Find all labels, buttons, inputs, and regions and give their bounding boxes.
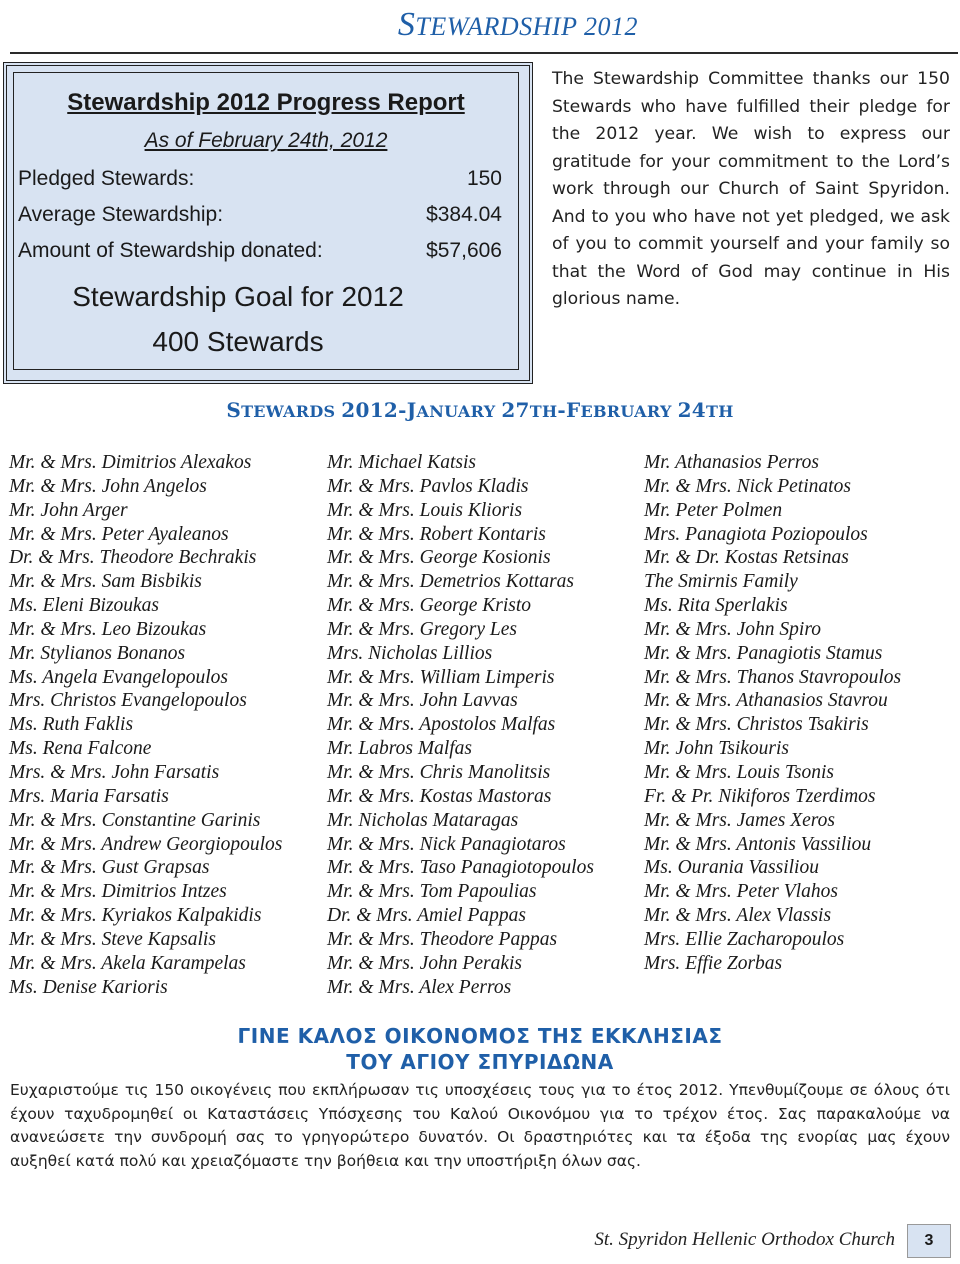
steward-name: The Smirnis Family — [644, 571, 798, 593]
steward-name: Mr. & Mrs. Constantine Garinis — [9, 809, 261, 831]
steward-name: Mr. & Mrs. Antonis Vassiliou — [644, 833, 872, 855]
steward-name: Mr. & Mrs. Kostas Mastoras — [327, 785, 552, 807]
steward-name: Mr. & Mrs. Kyriakos Kalpakidis — [9, 905, 262, 927]
goal-value: 400 Stewards — [152, 326, 324, 357]
report-row-value: $384.04 — [426, 203, 502, 226]
steward-name: Mr. & Mrs. Peter Ayaleanos — [9, 523, 229, 545]
heading-part: TH — [706, 402, 734, 421]
steward-name: Mrs. Effie Zorbas — [644, 952, 783, 974]
steward-name: Mr. & Mrs. Gregory Les — [327, 618, 517, 640]
progress-report-box — [3, 62, 533, 384]
steward-name: Mr. & Mrs. James Xeros — [644, 809, 836, 831]
steward-name: Mrs. Christos Evangelopoulos — [9, 690, 247, 712]
greek-title-line-1: ΓΙΝΕ ΚΑΛΟΣ ΟΙΚΟΝΟΜΟΣ ΤΗΣ ΕΚΚΛΗΣΙΑΣ — [237, 1024, 723, 1048]
steward-name: Mr. & Mrs. Andrew Georgiopoulos — [9, 833, 283, 855]
page-header-title — [398, 6, 638, 44]
page-number-badge: 3 — [907, 1224, 951, 1258]
steward-name: Mr. & Mrs. Chris Manolitsis — [327, 761, 551, 783]
stewards-column-1 — [9, 451, 282, 999]
steward-name: Mr. & Mrs. Leo Bizoukas — [9, 618, 207, 640]
steward-name: Mr. & Mrs. Dimitrios Intzes — [9, 881, 227, 903]
steward-name: Mrs. Nicholas Lillios — [327, 642, 493, 664]
greek-title-line-2: ΤΟΥ ΑΓΙΟΥ ΣΠΥΡΙΔΩΝΑ — [346, 1050, 614, 1074]
steward-name: Mr. & Mrs. Panagiotis Stamus — [644, 642, 883, 664]
steward-name: Ms. Rena Falcone — [9, 738, 152, 760]
steward-name: Mr. & Mrs. Gust Grapsas — [9, 857, 210, 879]
heading-part: EBRUARY — [580, 402, 678, 421]
report-row-value: $57,606 — [426, 239, 502, 262]
steward-name: Mr. & Mrs. Alex Vlassis — [644, 905, 832, 927]
steward-name: Mr. & Mrs. Louis Tsonis — [644, 761, 835, 783]
steward-name: Dr. & Mrs. Theodore Bechrakis — [9, 547, 257, 569]
heading-part: -F — [557, 398, 581, 422]
steward-name: Mr. & Mrs. Theodore Pappas — [327, 928, 558, 950]
progress-report-inner — [13, 72, 519, 370]
steward-name: Mr. & Mrs. John Lavvas — [327, 690, 518, 712]
steward-name: Mr. & Mrs. Robert Kontaris — [327, 523, 546, 545]
steward-name: Mr. & Mrs. John Perakis — [327, 952, 522, 974]
steward-name: Mr. & Mrs. William Limperis — [327, 666, 555, 688]
steward-name: Mr. John Arger — [9, 499, 128, 521]
steward-name: Mr. & Mrs. Akela Karampelas — [9, 952, 246, 974]
heading-part: TEWARDS — [241, 402, 342, 421]
steward-name: Mr. & Mrs. Peter Vlahos — [644, 881, 838, 903]
report-row-label: Amount of Stewardship donated: — [18, 239, 323, 262]
steward-name: Mr. & Mrs. Athanasios Stavrou — [644, 690, 888, 712]
steward-name: Mr. & Mrs. Demetrios Kottaras — [327, 571, 575, 593]
steward-name: Mr. & Mrs. Alex Perros — [327, 976, 512, 998]
stewards-column-3 — [644, 451, 901, 976]
greek-paragraph: Ευχαριστούμε τις 150 οικογένεις που εκπλήρωσαν τις υποσχέσεις τους για το έτος 2012. Υπενθυμίζουμε σε όλους ότι έχουν ταχυδρομηθεί οι Καταστάσεις Υπόσχεσης του Καλού Οικονόμου για το τρέχον έτος. Σας παρακαλούμε να ανανεώσετε την συνδρομή σας το γρηγορώτερο δυνατόν. Οι δραστηριότες και τα έξοδα της ενορίας μας έχουν αυξηθεί κατά πολύ και χρειαζόμαστε την βοήθεια και την υποστήριξη όλων σας. — [10, 1081, 950, 1170]
steward-name: Mr. Nicholas Mataragas — [327, 809, 519, 831]
steward-name: Mr. & Mrs. John Spiro — [644, 618, 821, 640]
steward-name: Mr. Peter Polmen — [644, 499, 783, 521]
steward-name: Mr. Athanasios Perros — [644, 452, 819, 473]
steward-name: Mr. & Mrs. John Angelos — [9, 475, 207, 497]
steward-name: Mr. & Dr. Kostas Retsinas — [644, 547, 849, 569]
heading-part: 27 — [501, 398, 530, 422]
header-title-rest: TEWARDSHIP 2012 — [415, 12, 638, 41]
steward-name: Mr. & Mrs. Nick Panagiotaros — [327, 833, 566, 855]
steward-name: Mr. & Mrs. Pavlos Kladis — [327, 475, 529, 497]
header-title-initial: S — [397, 6, 416, 43]
steward-name: Mr. & Mrs. Nick Petinatos — [644, 475, 851, 497]
report-title: Stewardship 2012 Progress Report — [67, 89, 465, 116]
report-row-label: Pledged Stewards: — [18, 167, 195, 190]
steward-name: Mrs. & Mrs. John Farsatis — [9, 761, 220, 783]
heading-part: 24 — [677, 398, 707, 422]
steward-name: Mr. & Mrs. Apostolos Malfas — [327, 714, 556, 736]
steward-name: Ms. Ourania Vassiliou — [644, 857, 819, 879]
steward-name: Mrs. Maria Farsatis — [9, 785, 169, 807]
heading-part: TH — [529, 402, 558, 421]
steward-name: Mr. & Mrs. Christos Tsakiris — [644, 714, 869, 736]
steward-name: Mr. Labros Malfas — [327, 738, 473, 760]
steward-name: Mrs. Panagiota Poziopoulos — [644, 523, 868, 545]
steward-name: Mr. & Mrs. Steve Kapsalis — [9, 928, 216, 950]
heading-part: 2012-J — [341, 398, 417, 422]
steward-name: Mrs. Ellie Zacharopoulos — [644, 928, 845, 950]
report-row-value: 150 — [466, 167, 502, 190]
heading-part: S — [226, 398, 242, 422]
stewards-list-heading — [0, 398, 960, 422]
report-row-label: Average Stewardship: — [18, 203, 224, 226]
steward-name: Mr. & Mrs. George Kristo — [327, 595, 532, 617]
stewards-column-2 — [327, 451, 594, 999]
steward-name: Mr. & Mrs. Taso Panagiotopoulos — [327, 857, 594, 879]
steward-name: Mr. & Mrs. Dimitrios Alexakos — [9, 452, 252, 473]
steward-name: Mr. & Mrs. Tom Papoulias — [327, 881, 537, 903]
steward-name: Ms. Eleni Bizoukas — [9, 595, 160, 617]
goal-title: Stewardship Goal for 2012 — [72, 281, 404, 312]
report-row-average — [18, 203, 502, 233]
report-row-amount — [18, 239, 502, 269]
footer-church-name: St. Spyridon Hellenic Orthodox Church — [594, 1229, 895, 1250]
steward-name: Fr. & Pr. Nikiforos Tzerdimos — [644, 785, 876, 807]
steward-name: Mr. & Mrs. George Kosionis — [327, 547, 551, 569]
header-divider — [10, 52, 958, 54]
steward-name: Ms. Rita Sperlakis — [644, 595, 788, 617]
steward-name: Ms. Denise Karioris — [9, 976, 168, 998]
steward-name: Dr. & Mrs. Amiel Pappas — [327, 905, 526, 927]
intro-paragraph: The Stewardship Committee thanks our 150 Stewards who have fulfilled their pledge for the 2012 year. We wish to express our gratitude for your commitment to the Lord’s work through our Church of Saint Spyridon. And to you who have not yet pledged, we ask of you to commit yourself and your family so that the Word of God may continue in His glorious name. — [552, 69, 950, 309]
report-row-pledged — [18, 167, 502, 197]
steward-name: Mr. & Mrs. Louis Klioris — [327, 499, 523, 521]
steward-name: Ms. Ruth Faklis — [9, 714, 134, 736]
steward-name: Mr. & Mrs. Thanos Stavropoulos — [644, 666, 902, 688]
heading-part: ANUARY — [416, 402, 502, 421]
steward-name: Mr. & Mrs. Sam Bisbikis — [9, 571, 202, 593]
steward-name: Mr. Stylianos Bonanos — [9, 642, 186, 664]
steward-name: Ms. Angela Evangelopoulos — [9, 666, 228, 688]
steward-name: Mr. Michael Katsis — [327, 452, 476, 473]
report-date: As of February 24th, 2012 — [144, 129, 388, 152]
steward-name: Mr. John Tsikouris — [644, 738, 790, 760]
